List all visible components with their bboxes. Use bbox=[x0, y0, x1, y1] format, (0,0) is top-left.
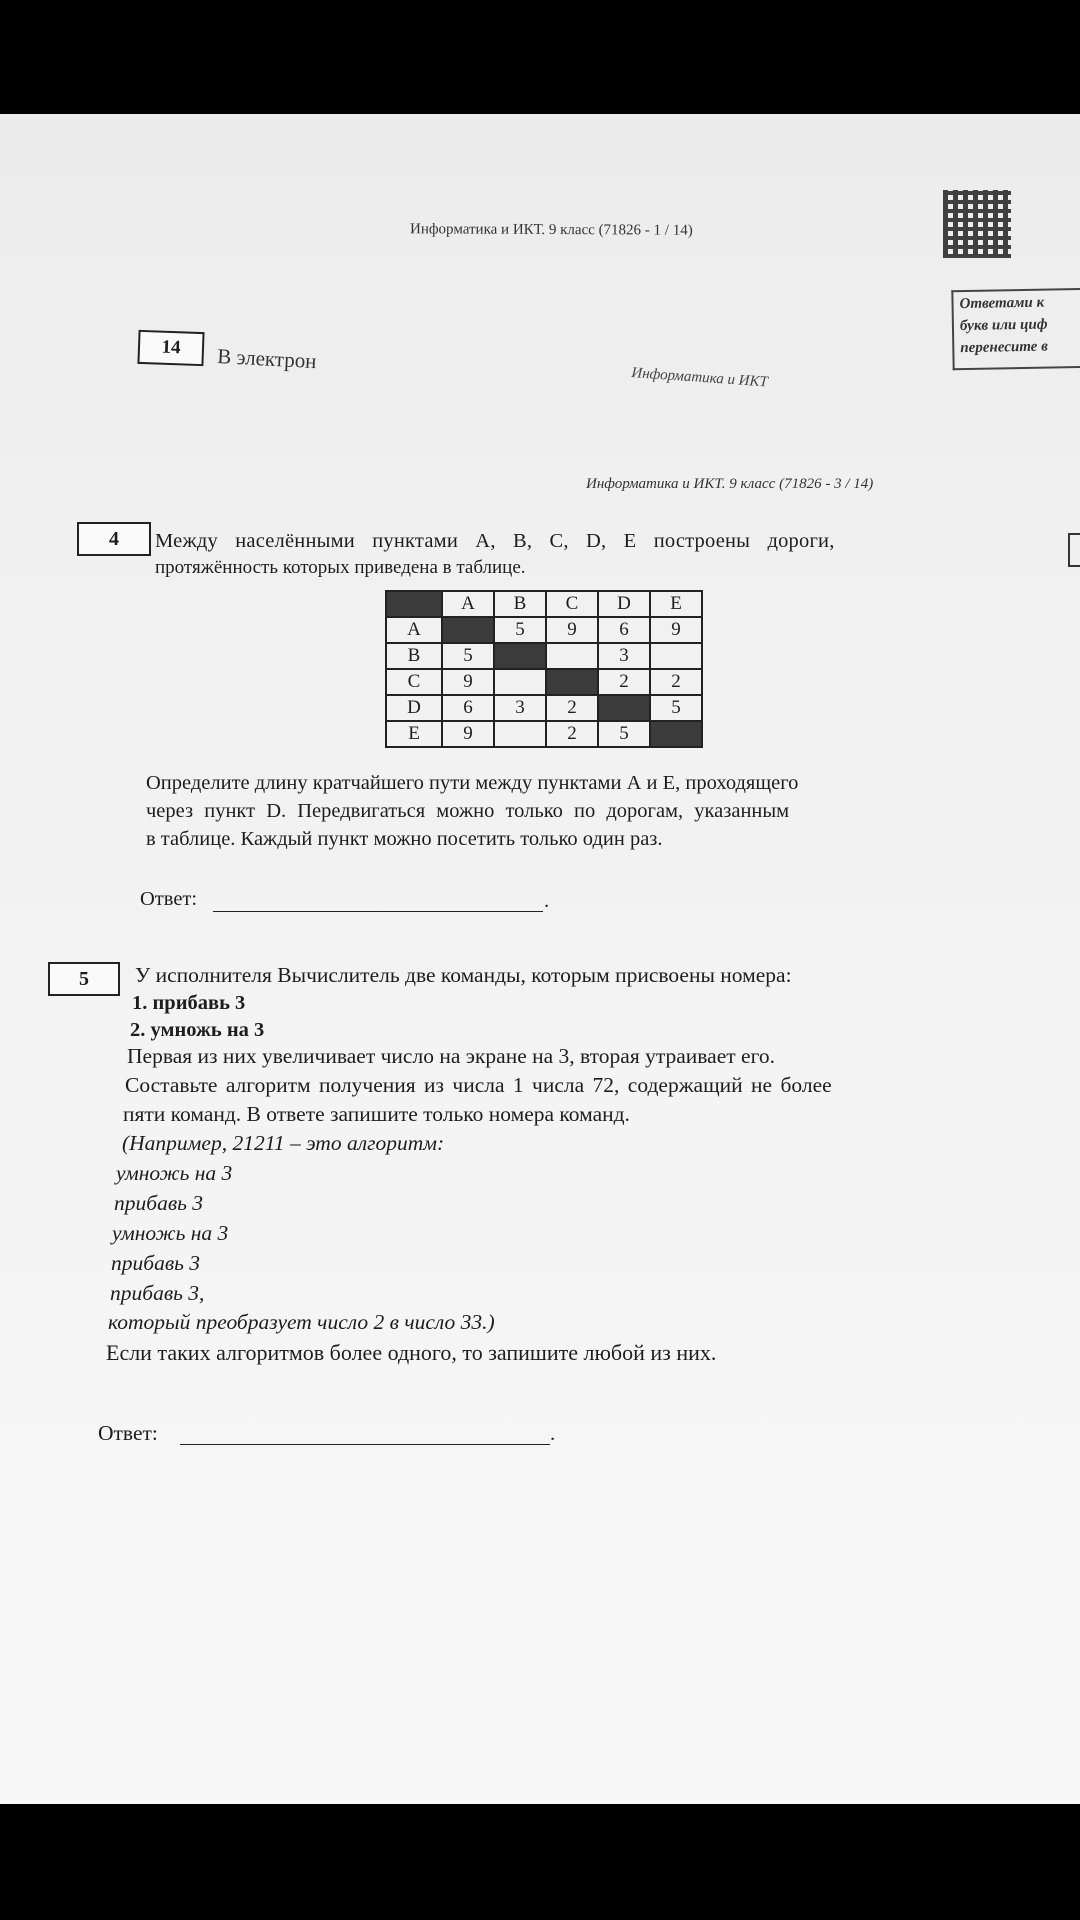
task4-question-line2: через пункт D. Передвигаться можно только по дорогам, указанным bbox=[146, 800, 790, 822]
task4-answer-dot: . bbox=[544, 890, 550, 912]
table-row bbox=[386, 669, 702, 695]
task-number: 5 bbox=[79, 968, 89, 990]
task-number-box bbox=[77, 522, 151, 556]
task-number: 14 bbox=[161, 336, 181, 359]
table-column-header: C bbox=[546, 591, 598, 617]
table-row bbox=[386, 643, 702, 669]
task14-text: В электрон bbox=[216, 344, 318, 374]
table-cell: 2 bbox=[650, 669, 702, 695]
page-header-rotated: Информатика и ИКТ bbox=[630, 365, 769, 391]
table-cell: 5 bbox=[598, 721, 650, 747]
task5-desc-line1: Первая из них увеличивает число на экране на 3, вторая утраивает его. bbox=[127, 1044, 775, 1068]
table-cell: 9 bbox=[650, 617, 702, 643]
task-number-box bbox=[137, 330, 204, 366]
table-cell: 3 bbox=[598, 643, 650, 669]
task5-example-step: прибавь 3, bbox=[110, 1281, 205, 1305]
table-diagonal-cell bbox=[494, 643, 546, 669]
page-header-top: Информатика и ИКТ. 9 класс (71826 - 1 / 14) bbox=[409, 221, 693, 239]
table-cell: 5 bbox=[442, 643, 494, 669]
task4-line2: протяжённость которых приведена в таблице. bbox=[155, 557, 526, 578]
table-diagonal-cell bbox=[546, 669, 598, 695]
task5-command1: 1. прибавь 3 bbox=[132, 992, 246, 1014]
task-number-box bbox=[48, 962, 120, 996]
table-cell bbox=[650, 643, 702, 669]
table-row-header: D bbox=[386, 695, 442, 721]
table-cell: 6 bbox=[598, 617, 650, 643]
task5-example-step: прибавь 3 bbox=[114, 1191, 204, 1215]
exam-page bbox=[0, 114, 1080, 1804]
table-diagonal-cell bbox=[598, 695, 650, 721]
task4-answer-label: Ответ: bbox=[140, 888, 198, 910]
task5-answer-dot: . bbox=[550, 1423, 556, 1445]
task5-example-step: прибавь 3 bbox=[111, 1251, 201, 1275]
table-cell: 9 bbox=[546, 617, 598, 643]
side-note-line: перенесите в bbox=[960, 338, 1048, 357]
table-row bbox=[386, 617, 702, 643]
table-row-header: B bbox=[386, 643, 442, 669]
table-cell: 2 bbox=[598, 669, 650, 695]
table-cell: 6 bbox=[442, 695, 494, 721]
table-cell: 3 bbox=[494, 695, 546, 721]
task5-example-step: умножь на 3 bbox=[112, 1221, 229, 1245]
task4-line1: Между населёнными пунктами A, B, C, D, E построены дороги, bbox=[155, 530, 835, 552]
table-cell: 5 bbox=[494, 617, 546, 643]
table-diagonal-cell bbox=[650, 721, 702, 747]
page-header-page3: Информатика и ИКТ. 9 класс (71826 - 3 / 14) bbox=[586, 476, 874, 492]
qr-code-icon bbox=[943, 190, 1011, 258]
table-column-header: D bbox=[598, 591, 650, 617]
table-cell: 2 bbox=[546, 695, 598, 721]
margin-box bbox=[1068, 533, 1080, 567]
table-header-row bbox=[386, 591, 702, 617]
task5-example-end: который преобразует число 2 в число 33.) bbox=[108, 1310, 495, 1334]
table-corner-cell bbox=[386, 591, 442, 617]
table-row-header: E bbox=[386, 721, 442, 747]
task5-example-step: умножь на 3 bbox=[116, 1161, 233, 1185]
table-cell bbox=[546, 643, 598, 669]
task5-desc-line3: пяти команд. В ответе запишите только номера команд. bbox=[123, 1102, 630, 1126]
table-column-header: E bbox=[650, 591, 702, 617]
distance-table bbox=[385, 590, 703, 748]
side-note-line: букв или циф bbox=[959, 316, 1048, 335]
task5-command2: 2. умножь на 3 bbox=[130, 1019, 265, 1041]
task4-question-line1: Определите длину кратчайшего пути между пунктами А и Е, проходящего bbox=[146, 772, 799, 794]
task5-desc-line2: Составьте алгоритм получения из числа 1 числа 72, содержащий не более bbox=[125, 1073, 832, 1097]
table-cell: 5 bbox=[650, 695, 702, 721]
task5-intro: У исполнителя Вычислитель две команды, которым присвоены номера: bbox=[135, 963, 792, 987]
table-row bbox=[386, 695, 702, 721]
table-cell: 2 bbox=[546, 721, 598, 747]
table-cell: 9 bbox=[442, 669, 494, 695]
side-note-box bbox=[951, 288, 1080, 370]
table-row-header: C bbox=[386, 669, 442, 695]
task-number: 4 bbox=[109, 528, 119, 550]
task4-question-line3: в таблице. Каждый пункт можно посетить только один раз. bbox=[146, 828, 663, 850]
task5-note: Если таких алгоритмов более одного, то запишите любой из них. bbox=[106, 1340, 717, 1365]
table-cell: 9 bbox=[442, 721, 494, 747]
task4-answer-line[interactable] bbox=[213, 910, 543, 912]
table-cell bbox=[494, 721, 546, 747]
table-diagonal-cell bbox=[442, 617, 494, 643]
table-column-header: A bbox=[442, 591, 494, 617]
task5-answer-line[interactable] bbox=[180, 1443, 550, 1445]
table-row bbox=[386, 721, 702, 747]
table-row-header: A bbox=[386, 617, 442, 643]
table-column-header: B bbox=[494, 591, 546, 617]
task5-answer-label: Ответ: bbox=[98, 1421, 158, 1445]
task5-example-intro: (Например, 21211 – это алгоритм: bbox=[122, 1131, 445, 1155]
table-cell bbox=[494, 669, 546, 695]
side-note-line: Ответами к bbox=[959, 294, 1045, 313]
